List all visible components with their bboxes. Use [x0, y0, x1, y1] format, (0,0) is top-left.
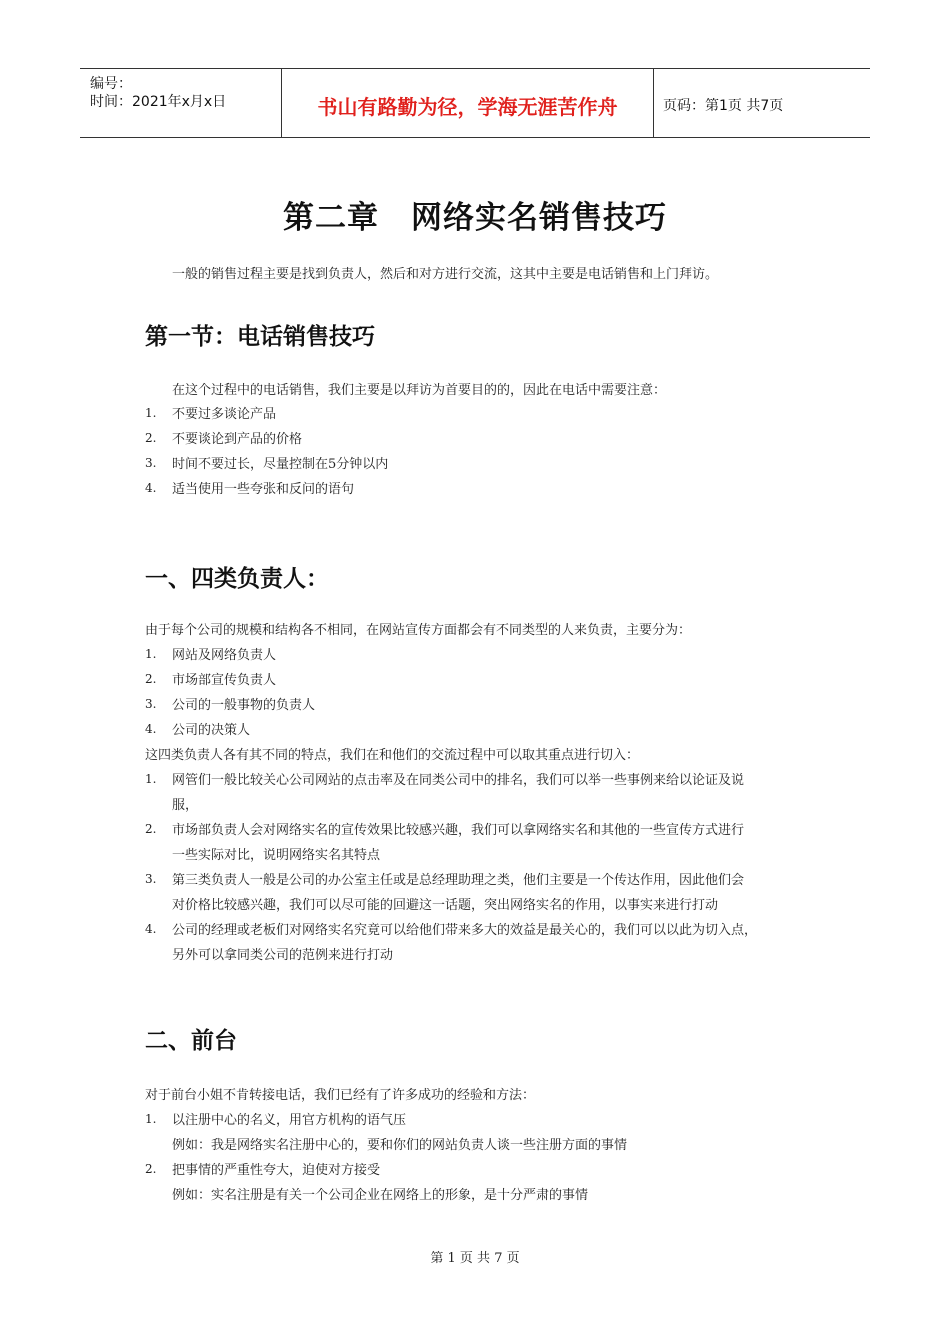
list-item-number: 1. [145, 772, 157, 786]
list-item-line: 第三类负责人一般是公司的办公室主任或是总经理助理之类，他们主要是一个传达作用，因此他们会 [172, 873, 745, 888]
number-label: 编号： [90, 76, 132, 92]
section3-lead: 对于前台小姐不肯转接电话，我们已经有了许多成功的经验和方法： [145, 1088, 536, 1103]
list-item-number: 1. [145, 1112, 157, 1126]
list-item: 公司的决策人 [172, 723, 251, 738]
list-item-number: 4. [145, 481, 157, 495]
list-item-example: 例如：实名注册是有关一个公司企业在网络上的形象，是十分严肃的事情 [172, 1188, 589, 1203]
list-item-number: 3. [145, 456, 157, 470]
list-item: 不要谈论到产品的价格 [172, 432, 303, 447]
list-item-line: 服， [172, 798, 199, 813]
list-item: 适当使用一些夸张和反问的语句 [172, 482, 355, 497]
list-item: 公司的一般事物的负责人 [172, 698, 316, 713]
section3-heading: 二、前台 [145, 1028, 237, 1054]
page-header [80, 68, 870, 138]
section1-heading: 第一节：电话销售技巧 [145, 324, 375, 350]
list-item: 市场部宣传负责人 [172, 673, 277, 688]
header-meta-cell [80, 69, 281, 137]
list-item-line: 一些实际对比，说明网络实名其特点 [172, 848, 381, 863]
list-item-number: 1. [145, 647, 157, 661]
page-info: 页码：第1页 共7页 [663, 98, 784, 114]
list-item-number: 4. [145, 922, 157, 936]
list-item-line: 网管们一般比较关心公司网站的点击率及在同类公司中的排名，我们可以举一些事例来给以论证及说 [172, 773, 745, 788]
motto: 书山有路勤为径，学海无涯苦作舟 [317, 95, 618, 119]
list-item: 不要过多谈论产品 [172, 407, 277, 422]
list-item-number: 1. [145, 406, 157, 420]
list-item: 网站及网络负责人 [172, 648, 277, 663]
list-item-number: 2. [145, 822, 157, 836]
list-item-number: 2. [145, 672, 157, 686]
list-item-line: 公司的经理或老板们对网络实名究竟可以给他们带来多大的效益是最关心的，我们可以以此为切入点， [172, 923, 758, 938]
list-item: 以注册中心的名义，用官方机构的语气压 [172, 1113, 407, 1128]
list-item-line: 另外可以拿同类公司的范例来进行打动 [172, 948, 394, 963]
list-item-number: 3. [145, 872, 157, 886]
list-item-number: 2. [145, 431, 157, 445]
list-item-number: 2. [145, 1162, 157, 1176]
intro-paragraph: 一般的销售过程主要是找到负责人，然后和对方进行交流，这其中主要是电话销售和上门拜访。 [172, 267, 719, 282]
header-motto-cell [281, 69, 654, 137]
time-label: 时间：2021年x月x日 [90, 94, 227, 110]
list-item-line: 对价格比较感兴趣，我们可以尽可能的回避这一话题，突出网络实名的作用，以事实来进行打动 [172, 898, 719, 913]
list-item-example: 例如：我是网络实名注册中心的，要和你们的网站负责人谈一些注册方面的事情 [172, 1138, 628, 1153]
header-page-cell [653, 69, 870, 137]
list-item-number: 4. [145, 722, 157, 736]
list-item-number: 3. [145, 697, 157, 711]
list-item: 把事情的严重性夸大，迫使对方接受 [172, 1163, 381, 1178]
list-item-line: 市场部负责人会对网络实名的宣传效果比较感兴趣，我们可以拿网络实名和其他的一些宣传方式进行 [172, 823, 745, 838]
list-item: 时间不要过长，尽量控制在5分钟以内 [172, 457, 389, 472]
section2-lead: 由于每个公司的规模和结构各不相同，在网站宣传方面都会有不同类型的人来负责，主要分为： [145, 623, 692, 638]
section1-lead: 在这个过程中的电话销售，我们主要是以拜访为首要目的的，因此在电话中需要注意： [172, 383, 667, 398]
page-footer: 第 1 页 共 7 页 [430, 1251, 520, 1266]
chapter-title: 第二章 网络实名销售技巧 [283, 200, 667, 236]
section2-lead2: 这四类负责人各有其不同的特点，我们在和他们的交流过程中可以取其重点进行切入： [145, 748, 640, 763]
section2-heading: 一、四类负责人： [145, 566, 329, 592]
